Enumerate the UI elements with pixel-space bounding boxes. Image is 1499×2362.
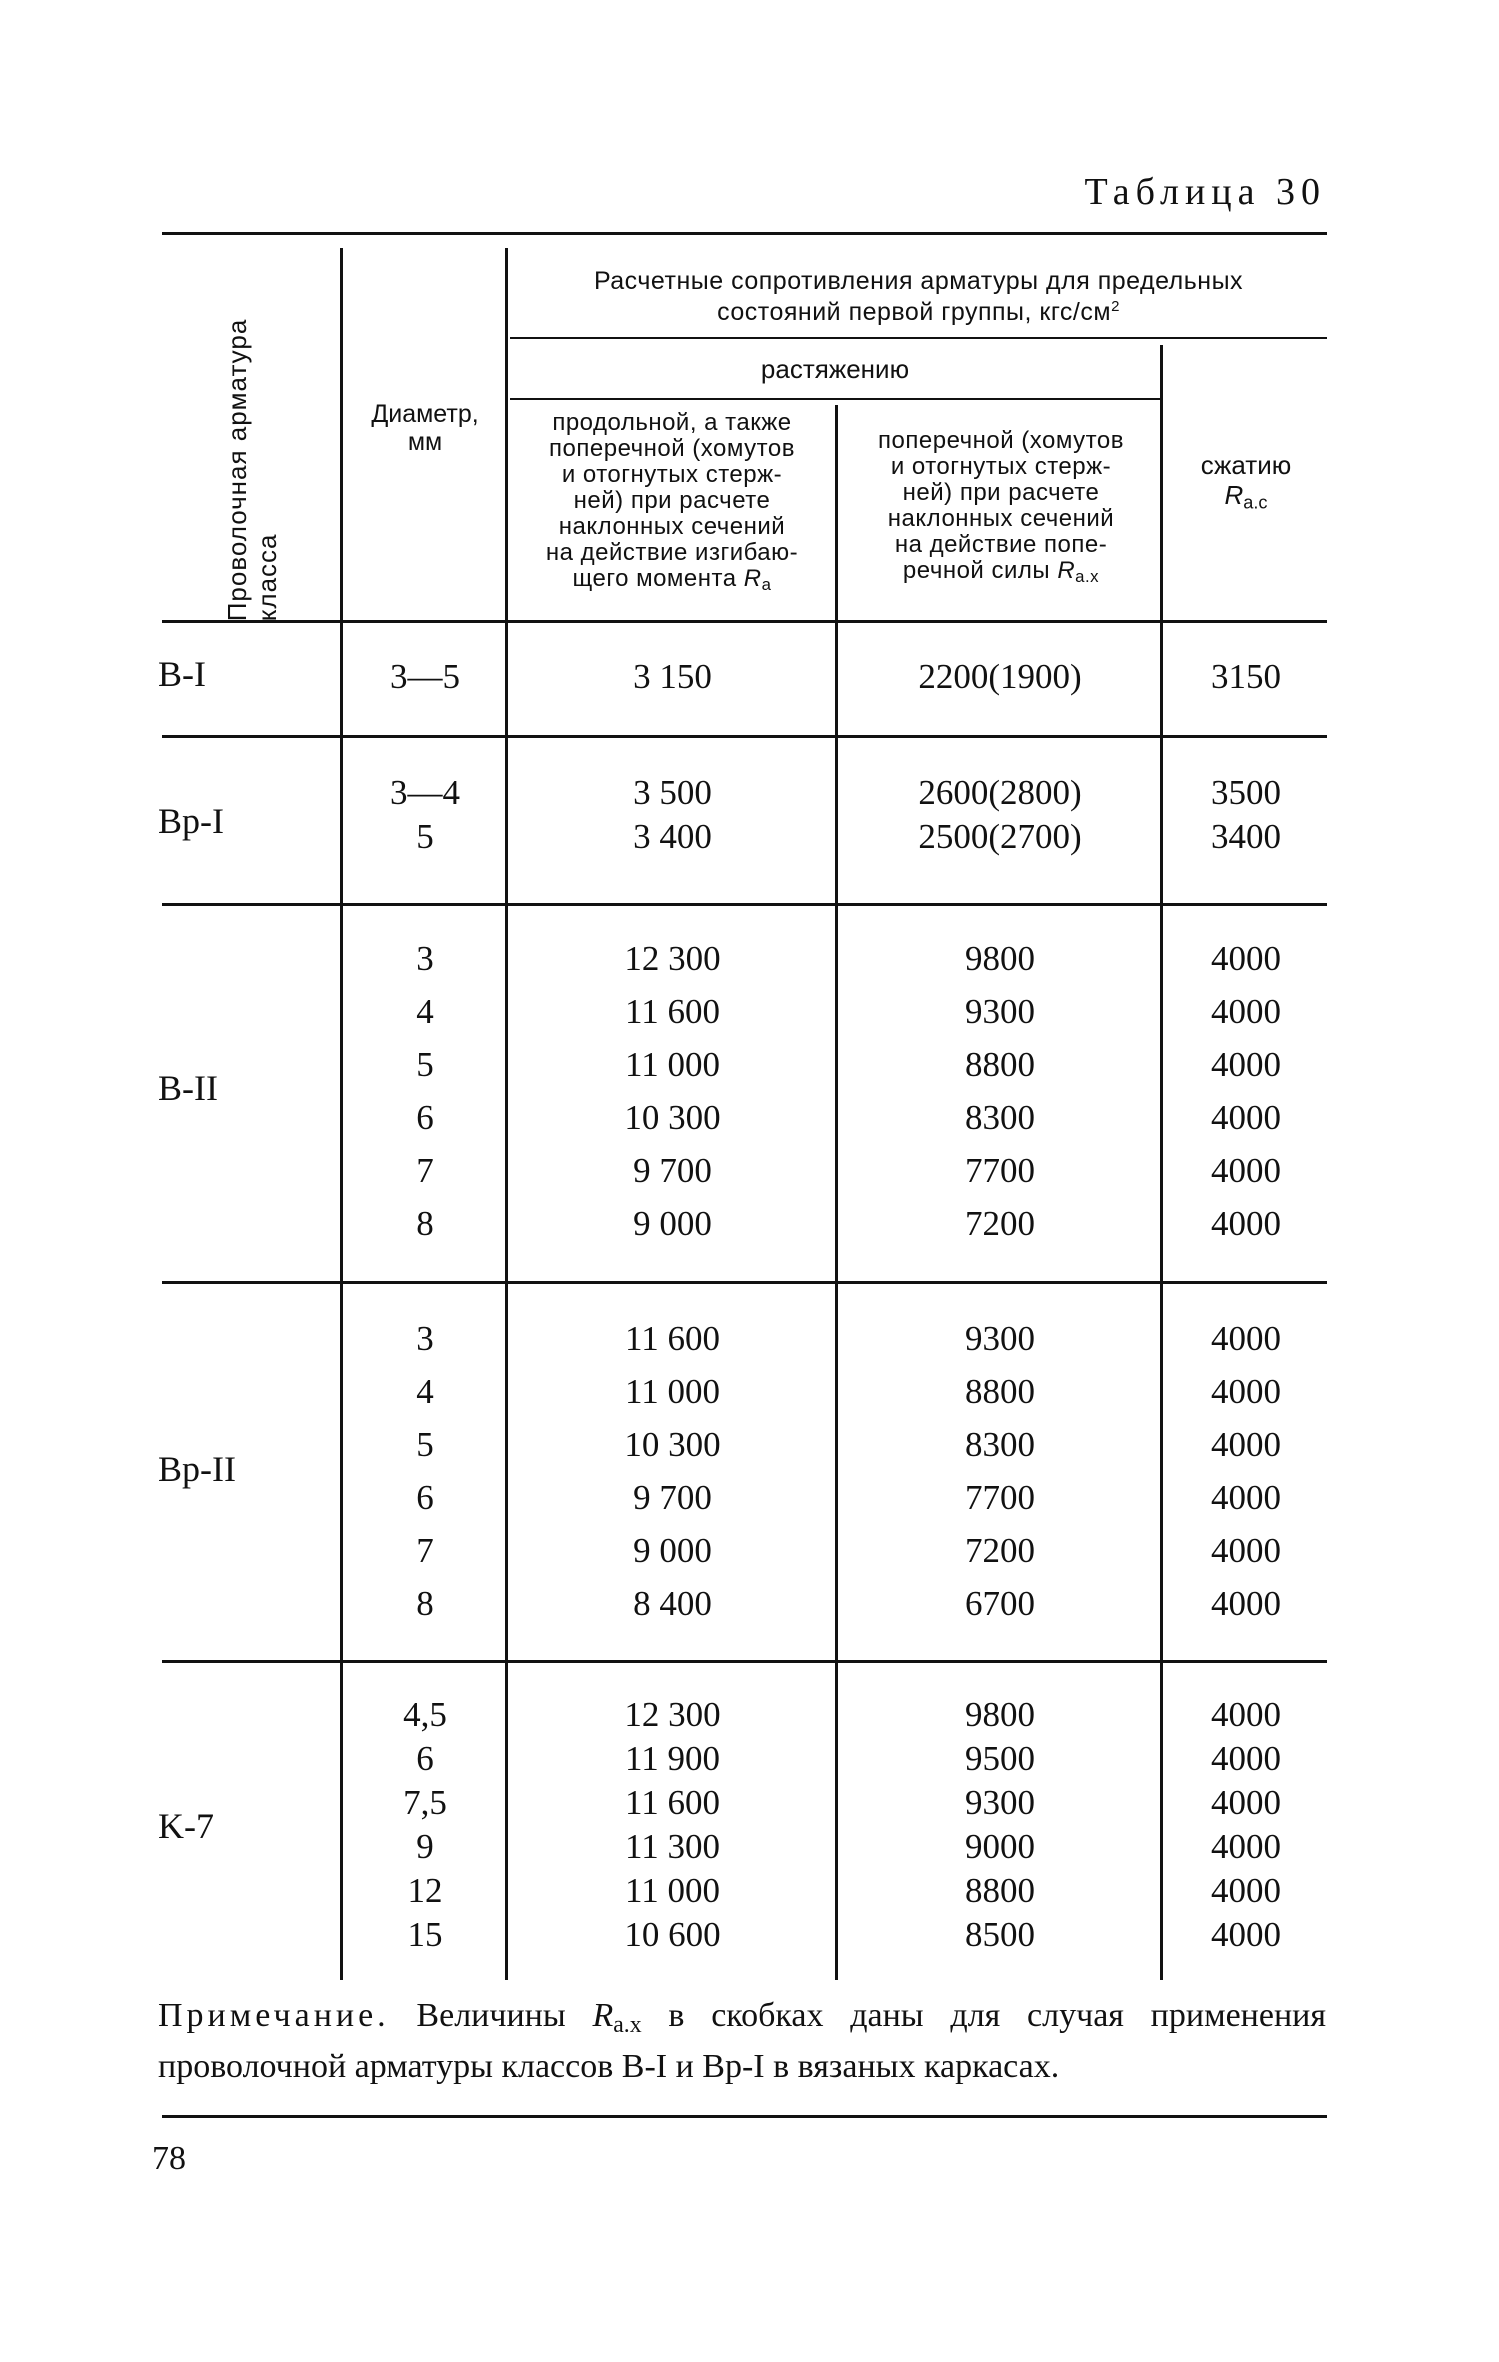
header-longitudinal-line2: поперечной (хомутов	[549, 435, 795, 462]
table-row: 4000	[1211, 1098, 1281, 1137]
table-row: 9 000	[633, 1531, 712, 1570]
table-row: 8300	[965, 1098, 1035, 1137]
cell-ra	[510, 1693, 835, 1957]
header-transverse-line4: наклонных сечений	[887, 505, 1115, 532]
table-row: 10 600	[624, 1915, 721, 1954]
table-row: 11 600	[625, 1783, 720, 1822]
table-row: 4000	[1211, 939, 1281, 978]
group-divider-2	[162, 903, 1327, 906]
header-longitudinal-line4: ней) при расчете	[573, 487, 771, 514]
table-title: Таблица 30	[1084, 171, 1326, 213]
page-number: 78	[152, 2140, 186, 2177]
table-row: 11 900	[625, 1739, 720, 1778]
table-row: 3 150	[633, 657, 712, 696]
header-class-line1: Проволочная арматура	[222, 318, 252, 622]
table-row: 8 400	[633, 1584, 712, 1623]
table-row: 4000	[1211, 1827, 1281, 1866]
table-row: 9300	[965, 992, 1035, 1031]
table-row: 3	[416, 939, 434, 978]
header-longitudinal-line3: и отогнутых стерж-	[561, 461, 783, 488]
group-divider-4	[162, 1660, 1327, 1663]
cell-rax	[840, 932, 1160, 1250]
table-row: 12 300	[624, 1695, 721, 1734]
table-row: 5	[416, 1425, 434, 1464]
cell-diameter	[345, 932, 505, 1250]
table-row: 7	[416, 1531, 434, 1570]
table-row: 9000	[965, 1827, 1035, 1866]
table-row: 4000	[1211, 1783, 1281, 1822]
header-longitudinal	[508, 410, 836, 598]
header-tension: растяжению	[760, 354, 910, 384]
table-row: 3150	[1211, 657, 1281, 696]
table-row: 8800	[965, 1045, 1035, 1084]
table-row: 7200	[965, 1204, 1035, 1243]
table-row: 9500	[965, 1739, 1035, 1778]
table-row: 11 000	[625, 1372, 720, 1411]
table-row: 12	[407, 1871, 443, 1910]
table-row: 11 600	[625, 992, 720, 1031]
header-group-title-sup: 2	[1111, 298, 1120, 315]
header-transverse-line1: поперечной (хомутов	[878, 427, 1124, 454]
header-transverse-line5: на действие попе-	[894, 531, 1108, 558]
group-divider-3	[162, 1281, 1327, 1284]
table-row: 9 700	[633, 1478, 712, 1517]
header-compression	[1165, 450, 1327, 518]
table-row: 4,5	[403, 1695, 447, 1734]
header-transverse-line3: ней) при расчете	[902, 479, 1100, 506]
table-row: 7,5	[403, 1783, 447, 1822]
table-row: 11 000	[625, 1045, 720, 1084]
cell-rac	[1165, 1693, 1327, 1957]
table-row: 4	[416, 1372, 434, 1411]
cell-ra	[510, 932, 835, 1250]
note-rule	[162, 2115, 1327, 2118]
header-class-line2: класса	[252, 533, 282, 622]
table-row: 4000	[1211, 1204, 1281, 1243]
table-row: 4000	[1211, 1695, 1281, 1734]
table-row: 8800	[965, 1372, 1035, 1411]
table-row: 6	[416, 1098, 434, 1137]
header-transverse-symbol: R	[1057, 557, 1076, 584]
table-row: 3 400	[633, 817, 712, 856]
table-row: 4000	[1211, 1478, 1281, 1517]
table-row: 9300	[965, 1783, 1035, 1822]
header-group-title-line1: Расчетные сопротивления арматуры для предельных	[593, 267, 1244, 295]
group-divider-1	[162, 735, 1327, 738]
cell-rac	[1165, 771, 1327, 859]
col-divider-class	[340, 248, 343, 1980]
table-row: 4000	[1211, 1584, 1281, 1623]
table-row: 4000	[1211, 1871, 1281, 1910]
table-row: 9 700	[633, 1151, 712, 1190]
table-row: 8800	[965, 1871, 1035, 1910]
class-label: K-7	[158, 1806, 214, 1846]
table-row: 4000	[1211, 1045, 1281, 1084]
table-row: 4000	[1211, 1915, 1281, 1954]
table-row: 9	[416, 1827, 434, 1866]
cell-diameter	[345, 1693, 505, 1957]
table-row: 9800	[965, 1695, 1035, 1734]
table-row: 3	[416, 1319, 434, 1358]
header-transverse	[840, 428, 1162, 590]
note-label: Примечание.	[158, 1997, 390, 2034]
cell-ra	[510, 650, 835, 703]
table-row: 6	[416, 1478, 434, 1517]
header-class	[222, 319, 282, 622]
note-symbol: R	[592, 1997, 614, 2034]
table-row: 11 600	[625, 1319, 720, 1358]
table-row: 10 300	[624, 1098, 721, 1137]
table-row: 4000	[1211, 992, 1281, 1031]
header-diameter-line1: Диаметр,	[371, 400, 479, 428]
table-row: 7700	[965, 1478, 1035, 1517]
table-row: 7700	[965, 1151, 1035, 1190]
table-row: 9800	[965, 939, 1035, 978]
table-row: 10 300	[624, 1425, 721, 1464]
table-row: 4000	[1211, 1739, 1281, 1778]
header-longitudinal-line5: наклонных сечений	[558, 513, 786, 540]
header-group-title-line2: состояний первой группы, кгс/см	[717, 298, 1112, 326]
class-label: Bp-II	[158, 1449, 236, 1489]
col-divider-transverse	[1160, 345, 1163, 1980]
table-row: 4000	[1211, 1531, 1281, 1570]
header-longitudinal-line7: щего момента	[572, 565, 744, 592]
header-transverse-line2: и отогнутых стерж-	[890, 453, 1112, 480]
header-compression-sub: а.с	[1243, 492, 1268, 513]
table-row: 7	[416, 1151, 434, 1190]
table-row: 2200(1900)	[918, 657, 1082, 696]
header-transverse-sub: а.х	[1075, 567, 1100, 587]
cell-rax	[840, 650, 1160, 703]
col-divider-longitudinal	[835, 405, 838, 1980]
table-row: 6700	[965, 1584, 1035, 1623]
group-header-rule	[510, 337, 1327, 339]
tension-rule	[510, 398, 1160, 400]
cell-rac	[1165, 932, 1327, 1250]
table-row: 3—4	[390, 773, 460, 812]
table-row: 4000	[1211, 1372, 1281, 1411]
class-label: B-II	[158, 1068, 218, 1108]
table-row: 8300	[965, 1425, 1035, 1464]
header-compression-line1: сжатию	[1200, 450, 1292, 480]
cell-rax	[840, 771, 1160, 859]
table-row: 4000	[1211, 1425, 1281, 1464]
table-row: 8	[416, 1204, 434, 1243]
cell-rac	[1165, 650, 1327, 703]
cell-diameter	[345, 771, 505, 859]
cell-ra	[510, 1312, 835, 1630]
cell-rax	[840, 1693, 1160, 1957]
table-row: 3500	[1211, 773, 1281, 812]
header-longitudinal-line1: продольной, а также	[552, 409, 792, 436]
table-row: 7200	[965, 1531, 1035, 1570]
header-group-title	[510, 268, 1327, 325]
cell-rax	[840, 1312, 1160, 1630]
table-row: 3 500	[633, 773, 712, 812]
class-label: Bp-I	[158, 801, 224, 841]
table-row: 11 000	[625, 1871, 720, 1910]
table-row: 6	[416, 1739, 434, 1778]
header-compression-symbol: R	[1224, 480, 1244, 510]
table-row: 2500(2700)	[918, 817, 1082, 856]
table-row: 4000	[1211, 1319, 1281, 1358]
table-row: 3—5	[390, 657, 460, 696]
table-row: 4	[416, 992, 434, 1031]
table-row: 5	[416, 1045, 434, 1084]
header-bottom-rule	[162, 620, 1327, 623]
table-row: 8500	[965, 1915, 1035, 1954]
header-diameter-line2: мм	[407, 428, 443, 456]
table-row: 12 300	[624, 939, 721, 978]
cell-rac	[1165, 1312, 1327, 1630]
table-row: 15	[407, 1915, 443, 1954]
table-row: 11 300	[625, 1827, 720, 1866]
cell-diameter	[345, 1312, 505, 1630]
table-row: 4000	[1211, 1151, 1281, 1190]
table-row: 9300	[965, 1319, 1035, 1358]
header-transverse-line6: речной силы	[902, 557, 1058, 584]
table-top-rule	[162, 232, 1327, 235]
header-diameter	[345, 400, 505, 456]
table-note	[158, 1995, 1326, 2088]
header-longitudinal-symbol: R	[743, 565, 762, 592]
cell-ra	[510, 771, 835, 859]
header-longitudinal-sub: а	[761, 575, 772, 595]
cell-diameter	[345, 650, 505, 703]
table-row: 9 000	[633, 1204, 712, 1243]
note-text-before: Величины	[389, 1997, 593, 2034]
note-text-after: в скобках даны для случая применения проволочной арматуры классов B-I и Bp-I в вязаных каркасах.	[158, 1997, 1326, 2085]
class-label: B-I	[158, 654, 206, 694]
table-row: 8	[416, 1584, 434, 1623]
table-row: 5	[416, 817, 434, 856]
table-row: 3400	[1211, 817, 1281, 856]
note-symbol-sub: а.х	[613, 2011, 642, 2038]
table-row: 2600(2800)	[918, 773, 1082, 812]
header-longitudinal-line6: на действие изгибаю-	[545, 539, 799, 566]
